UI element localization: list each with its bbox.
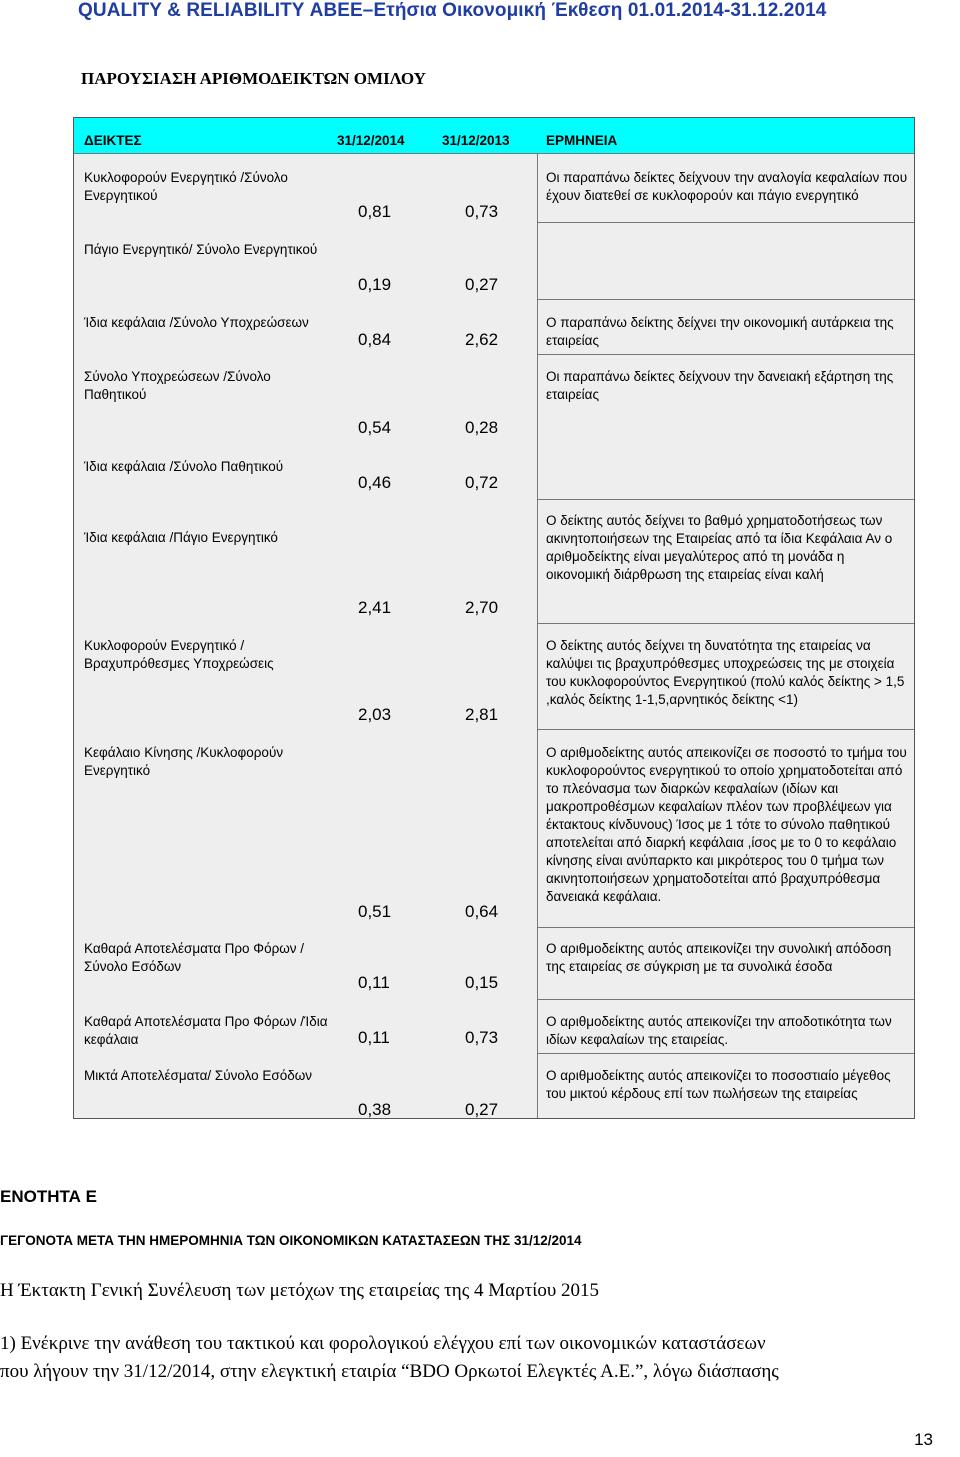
value-2014: 0,11	[358, 973, 390, 992]
section-subheading: ΓΕΓΟΝΟΤΑ ΜΕΤΑ ΤΗΝ ΗΜΕΡΟΜΗΝΙΑ ΤΩΝ ΟΙΚΟΝΟΜΙΚΩΝ ΚΑΤΑΣΤΑΣΕΩΝ ΤΗΣ 31/12/2014	[0, 1233, 582, 1248]
ratios-table	[73, 117, 915, 1119]
row-divider	[537, 927, 914, 928]
header-indicators: ΔΕΙΚΤΕΣ	[84, 133, 142, 148]
row-divider	[537, 729, 914, 730]
paragraph: που λήγουν την 31/12/2014, στην ελεγκτική εταιρία “BDO Ορκωτοί Ελεγκτές Α.Ε.”, λόγω διάσπασης	[0, 1361, 779, 1382]
value-2013: 0,27	[465, 1100, 499, 1119]
indicator-label: Καθαρά Αποτελέσματα Προ Φόρων /Ίδια κεφάλαια	[84, 1014, 328, 1047]
value-2014: 0,11	[358, 1028, 390, 1047]
column-divider	[537, 153, 538, 1118]
value-2014: 0,38	[358, 1100, 392, 1119]
interpretation-text: Ο αριθμοδείκτης αυτός απεικονίζει σε ποσοστό το τμήμα του κυκλοφορούντος ενεργητικού το οποίο χρηματοδοτείται από το πλεόνασμα των διαρκών κεφαλαίων (ιδίων και μακροπροθέσμων κεφαλαίων πλέον των προβλέψεων για έκτακτους κίνδυνους) Ίσος με 1 τότε το σύνολο παθητικού αποτελείται από διαρκή κεφάλαια ,ίσος με το 0 το κεφάλαιο κίνησης είναι ανύπαρκτο και μικρότερος του 0 τμήμα των ακινητοποιήσεων χρηματοδοτείται από βραχυπρόθεσμα δανειακά κεφάλαια.	[546, 745, 907, 904]
value-2013: 2,81	[465, 705, 499, 724]
row-divider	[537, 222, 914, 223]
row-divider	[537, 999, 914, 1000]
indicator-label: Πάγιο Ενεργητικό/ Σύνολο Ενεργητικού	[84, 242, 318, 257]
row-divider	[537, 1053, 914, 1054]
page-number: 13	[914, 1430, 933, 1449]
value-2014: 2,03	[358, 705, 392, 724]
document-header: QUALITY & RELIABILITY ΑΒΕΕ–Ετήσια Οικονομική Έκθεση 01.01.2014-31.12.2014	[78, 0, 827, 21]
header-interpretation: ΕΡΜΗΝΕΙΑ	[546, 133, 618, 148]
value-2013: 0,73	[465, 202, 499, 221]
interpretation-text: Ο δείκτης αυτός δείχνει τη δυνατότητα της εταιρείας να καλύψει τις βραχυπρόθεσμες υποχρεώσεις της με στοιχεία του κυκλοφορούντος Ενεργητικού (πολύ καλός δείκτης > 1,5 ,καλός δείκτης 1-1,5,αρνητικός δείκτης <1)	[546, 638, 905, 707]
value-2013: 0,64	[465, 902, 499, 921]
interpretation-text: Ο αριθμοδείκτης αυτός απεικονίζει την συνολική απόδοση της εταιρείας σε σύγκριση με τα συνολικά έσοδα	[546, 941, 892, 974]
value-2013: 2,62	[465, 330, 499, 349]
interpretation-text: Ο αριθμοδείκτης αυτός απεικονίζει την αποδοτικότητα των ιδίων κεφαλαίων της εταιρείας.	[546, 1014, 892, 1047]
value-2013: 0,73	[465, 1028, 499, 1047]
row-divider	[537, 499, 914, 500]
value-2014: 0,54	[358, 418, 392, 437]
row-divider	[537, 623, 914, 624]
value-2013: 0,72	[465, 473, 499, 492]
value-2014: 2,41	[358, 598, 392, 617]
interpretation-text: Οι παραπάνω δείκτες δείχνουν την αναλογία κεφαλαίων που έχουν διατεθεί σε κυκλοφορούν και πάγιο ενεργητικό	[546, 170, 908, 203]
interpretation-text: Οι παραπάνω δείκτες δείχνουν την δανειακή εξάρτηση της εταιρείας	[546, 369, 894, 402]
row-divider	[537, 299, 914, 300]
value-2014: 0,19	[358, 275, 392, 294]
table-header	[74, 118, 914, 154]
interpretation-text: Ο αριθμοδείκτης αυτός απεικονίζει το ποσοστιαίο μέγεθος του μικτού κέρδους επί των πωλήσεων της εταιρείας	[546, 1068, 891, 1101]
value-2014: 0,84	[358, 330, 392, 349]
indicator-label: Ίδια κεφάλαια /Πάγιο Ενεργητικό	[84, 530, 278, 545]
header-2013: 31/12/2013	[442, 133, 510, 148]
interpretation-text: Ο δείκτης αυτός δείχνει το βαθμό χρηματοδοτήσεως των ακινητοποιήσεων της Εταιρείας από τα ίδια Κεφάλαια Αν ο αριθμοδείκτης είναι μεγαλύτερος από τη μονάδα η οικονομική διάρθρωση της εταιρείας είναι καλή	[546, 513, 893, 582]
indicator-label: Καθαρά Αποτελέσματα Προ Φόρων /Σύνολο Εσόδων	[84, 941, 305, 974]
value-2014: 0,46	[358, 473, 392, 492]
value-2014: 0,51	[358, 902, 392, 921]
value-2013: 0,15	[465, 973, 499, 992]
value-2013: 2,70	[465, 598, 499, 617]
indicator-label: Σύνολο Υποχρεώσεων /Σύνολο Παθητικού	[84, 369, 271, 402]
page-title: ΠΑΡΟΥΣΙΑΣΗ ΑΡΙΘΜΟΔΕΙΚΤΩΝ ΟΜΙΛΟΥ	[81, 69, 426, 88]
indicator-label: Κυκλοφορούν Ενεργητικό /Βραχυπρόθεσμες Υποχρεώσεις	[84, 638, 274, 671]
header-2014: 31/12/2014	[337, 133, 405, 148]
row-divider	[537, 354, 914, 355]
indicator-label: Ίδια κεφάλαια /Σύνολο Παθητικού	[84, 459, 284, 474]
indicator-label: Μικτά Αποτελέσματα/ Σύνολο Εσόδων	[84, 1068, 313, 1083]
indicator-label: Κυκλοφορούν Ενεργητικό /Σύνολο Ενεργητικού	[84, 170, 288, 203]
paragraph: Η Έκτακτη Γενική Συνέλευση των μετόχων της εταιρείας της 4 Μαρτίου 2015	[0, 1280, 600, 1301]
section-title: ΕΝΟΤΗΤΑ Ε	[0, 1187, 97, 1206]
interpretation-text: Ο παραπάνω δείκτης δείχνει την οικονομική αυτάρκεια της εταιρείας	[546, 315, 894, 348]
value-2014: 0,81	[358, 202, 392, 221]
value-2013: 0,27	[465, 275, 499, 294]
value-2013: 0,28	[465, 418, 499, 437]
indicator-label: Ίδια κεφάλαια /Σύνολο Υποχρεώσεων	[84, 315, 309, 330]
paragraph: 1) Ενέκρινε την ανάθεση του τακτικού και φορολογικού ελέγχου επί των οικονομικών καταστάσεων	[0, 1333, 766, 1354]
indicator-label: Κεφάλαιο Κίνησης /Κυκλοφορούν Ενεργητικό	[84, 745, 284, 778]
